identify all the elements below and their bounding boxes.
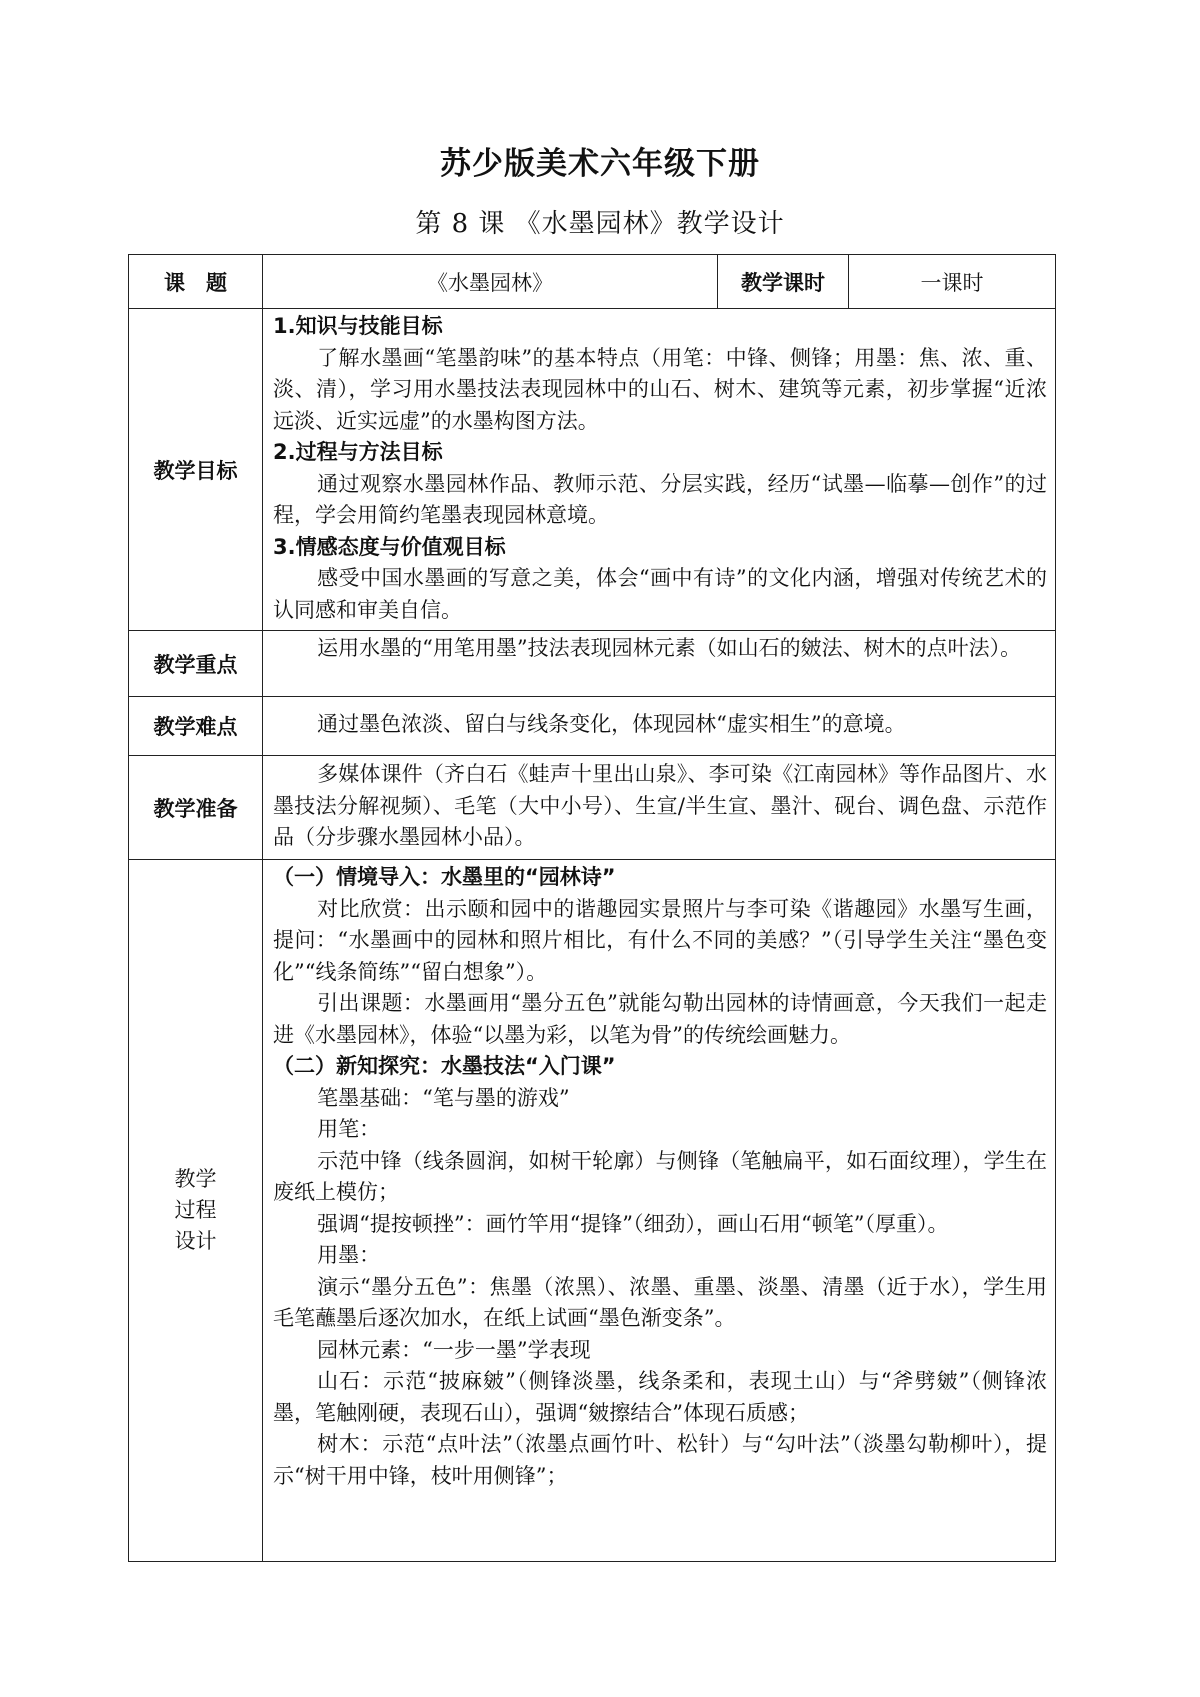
objective-text-2: 通过观察水墨园林作品、教师示范、分层实践，经历“试墨—临摹—创作”的过程，学会用简约笔墨表现园林意境。 — [273, 471, 1047, 527]
process-text-3: 笔墨基础：“笔与墨的游戏” — [317, 1085, 570, 1110]
label-objectives: 教学目标 — [129, 309, 263, 631]
objective-heading-2: 2.过程与方法目标 — [273, 440, 443, 464]
label-process-line-3: 设计 — [174, 1229, 217, 1253]
process-text-6: 强调“提按顿挫”：画竹竿用“提锋”（细劲），画山石用“顿笔”（厚重）。 — [317, 1211, 949, 1236]
process-text-7: 用墨： — [317, 1243, 381, 1267]
label-keypoint: 教学重点 — [129, 631, 263, 697]
preparation-text: 多媒体课件（齐白石《蛙声十里出山泉》、李可染《江南园林》等作品图片、水墨技法分解视频）、毛笔（大中小号）、生宣/半生宣、墨汁、砚台、调色盘、示范作品（分步骤水墨园林小品）。 — [273, 762, 1047, 850]
objective-text-1: 了解水墨画“笔墨韵味”的基本特点（用笔：中锋、侧锋；用墨：焦、浓、重、淡、清），学习用水墨技法表现园林中的山石、树木、建筑等元素，初步掌握“近浓远淡、近实远虚”的水墨构图方法。 — [273, 345, 1047, 433]
difficulty-text: 通过墨色浓淡、留白与线条变化，体现园林“虚实相生”的意境。 — [317, 712, 906, 737]
preparation-content — [263, 756, 1056, 860]
topic-value: 《水墨园林》 — [263, 255, 718, 309]
row-keypoint — [129, 631, 1056, 697]
process-text-11: 树木：示范“点叶法”（浓墨点画竹叶、松针）与“勾叶法”（淡墨勾勒柳叶），提示“树干用中锋，枝叶用侧锋”； — [273, 1432, 1047, 1488]
objectives-content — [263, 309, 1056, 631]
process-text-5: 示范中锋（线条圆润，如树干轮廓）与侧锋（笔触扁平，如石面纹理），学生在废纸上模仿； — [273, 1148, 1047, 1204]
process-text-1: 对比欣赏：出示颐和园中的谐趣园实景照片与李可染《谐趣园》水墨写生画，提问：“水墨画中的园林和照片相比，有什么不同的美感？”（引导学生关注“墨色变化”“线条简练”“留白想象”）。 — [273, 896, 1047, 984]
label-process — [129, 860, 263, 1562]
process-text-10: 山石：示范“披麻皴”（侧锋淡墨，线条柔和，表现土山）与“斧劈皴”（侧锋浓墨，笔触刚硬，表现石山），强调“皴擦结合”体现石质感； — [273, 1369, 1047, 1425]
keypoint-text: 运用水墨的“用笔用墨”技法表现园林元素（如山石的皴法、树木的点叶法）。 — [317, 636, 1022, 660]
row-objectives — [129, 309, 1056, 631]
objective-heading-1: 1.知识与技能目标 — [273, 314, 443, 338]
lesson-plan-table — [128, 254, 1056, 1562]
row-process — [129, 860, 1056, 1562]
document-subtitle: 第 8 课 《水墨园林》教学设计 — [415, 209, 785, 239]
label-process-line-1: 教学 — [174, 1167, 217, 1191]
hours-value: 一课时 — [849, 255, 1056, 309]
row-topic — [129, 255, 1056, 309]
label-process-line-2: 过程 — [174, 1198, 217, 1222]
process-heading-1: （一）情境导入：水墨里的“园林诗” — [273, 865, 616, 889]
objective-text-3: 感受中国水墨画的写意之美，体会“画中有诗”的文化内涵，增强对传统艺术的认同感和审美自信。 — [273, 566, 1047, 622]
process-content — [263, 860, 1056, 1562]
document-title: 苏少版美术六年级下册 — [440, 146, 760, 182]
row-difficulty — [129, 697, 1056, 756]
label-difficulty: 教学难点 — [129, 697, 263, 756]
row-preparation — [129, 756, 1056, 860]
process-text-9: 园林元素：“一步一墨”学表现 — [317, 1337, 591, 1362]
objective-heading-3: 3.情感态度与价值观目标 — [273, 534, 506, 559]
process-text-8: 演示“墨分五色”：焦墨（浓黑）、浓墨、重墨、淡墨、清墨（近于水），学生用毛笔蘸墨后逐次加水，在纸上试画“墨色渐变条”。 — [273, 1274, 1047, 1330]
process-text-4: 用笔： — [317, 1117, 381, 1141]
label-topic: 课 题 — [129, 255, 263, 309]
keypoint-content — [263, 631, 1056, 697]
label-preparation: 教学准备 — [129, 756, 263, 860]
difficulty-content — [263, 697, 1056, 756]
label-hours: 教学课时 — [718, 255, 849, 309]
process-heading-2: （二）新知探究：水墨技法“入门课” — [273, 1054, 616, 1078]
process-text-2: 引出课题：水墨画用“墨分五色”就能勾勒出园林的诗情画意，今天我们一起走进《水墨园林》，体验“以墨为彩，以笔为骨”的传统绘画魅力。 — [273, 991, 1047, 1047]
